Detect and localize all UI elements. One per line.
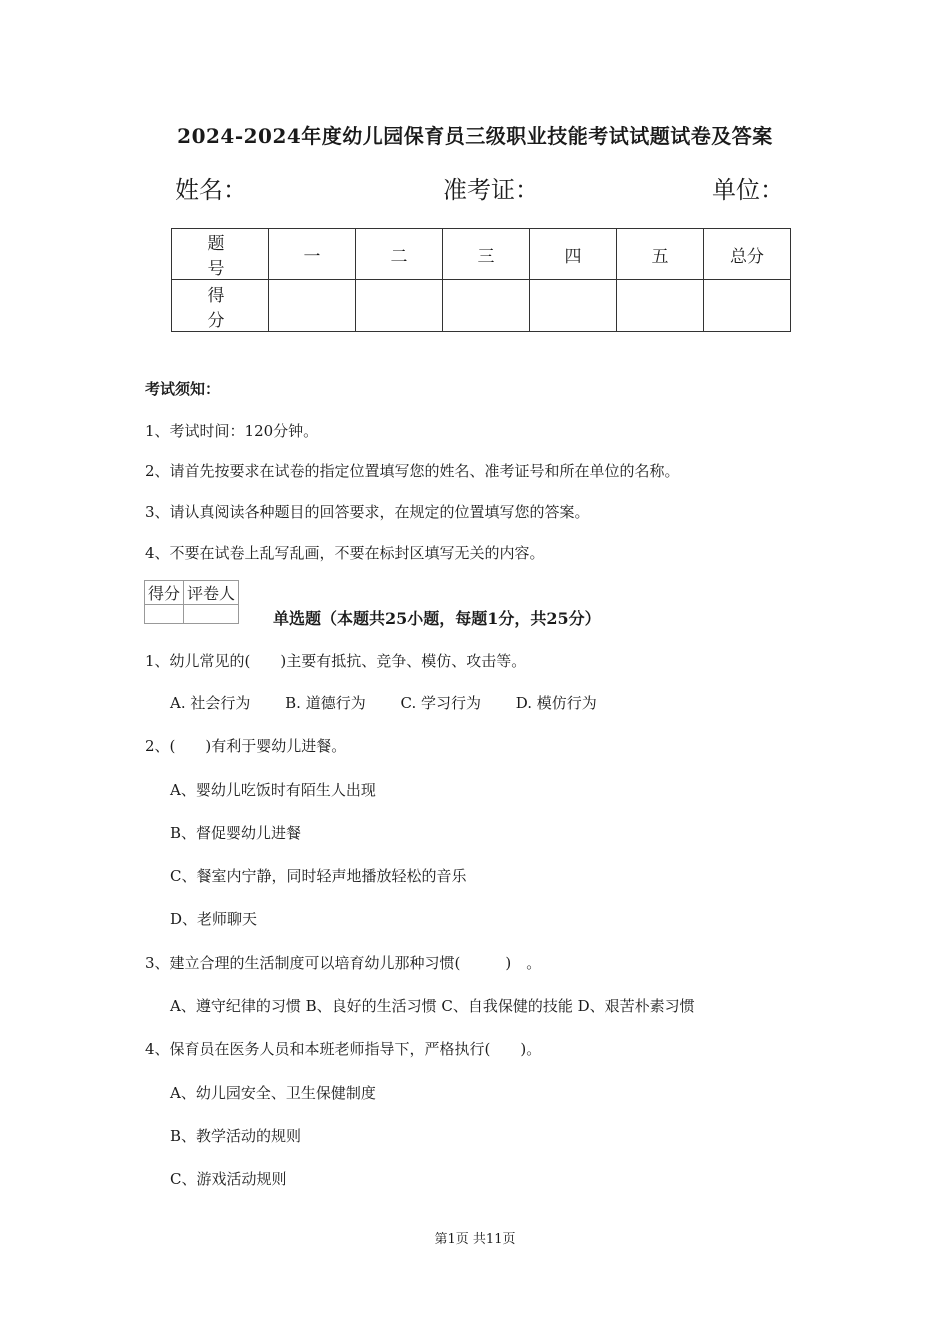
notice-title: 考试须知： — [145, 380, 221, 398]
score-input-cell[interactable] — [269, 280, 356, 332]
name-field-label: 姓名： — [175, 176, 247, 204]
section-title: 单选题（本题共25小题，每题1分，共25分） — [273, 609, 601, 628]
option[interactable]: C、餐室内宁静，同时轻声地播放轻松的音乐 — [170, 867, 467, 885]
question-text: 1、幼儿常见的( )主要有抵抗、竞争、模仿、攻击等。 — [145, 652, 527, 670]
option[interactable]: C、游戏活动规则 — [170, 1170, 287, 1188]
question-text: 4、保育员在医务人员和本班老师指导下，严格执行( )。 — [145, 1040, 542, 1058]
notice-item: 4、不要在试卷上乱写乱画，不要在标封区填写无关的内容。 — [145, 544, 545, 562]
grader-box-grader-cell[interactable] — [184, 605, 239, 624]
score-input-cell[interactable] — [356, 280, 443, 332]
grader-box-score-cell[interactable] — [145, 605, 184, 624]
option[interactable]: A. 社会行为 — [170, 694, 251, 712]
notice-item: 1、考试时间：120分钟。 — [145, 422, 319, 440]
option[interactable]: C. 学习行为 — [400, 694, 481, 712]
unit-field-label: 单位： — [712, 176, 784, 204]
question-options — [170, 692, 627, 713]
option[interactable]: D、老师聊天 — [170, 910, 258, 928]
score-table-cell: 二 — [356, 229, 443, 280]
option[interactable]: A、幼儿园安全、卫生保健制度 — [170, 1084, 376, 1102]
page-footer: 第1页 共11页 — [434, 1232, 516, 1247]
score-input-cell[interactable] — [704, 280, 791, 332]
score-table-cell: 五 — [617, 229, 704, 280]
score-table-score-row — [172, 280, 791, 332]
exam-id-field-label: 准考证： — [443, 176, 539, 204]
score-table-cell: 三 — [443, 229, 530, 280]
grader-box — [144, 580, 239, 624]
score-table-cell: 四 — [530, 229, 617, 280]
score-table-header-row — [172, 229, 791, 280]
grader-box-grader-label: 评卷人 — [184, 581, 239, 605]
option[interactable]: B. 道德行为 — [285, 694, 366, 712]
score-table-cell: 总分 — [704, 229, 791, 280]
score-table — [171, 228, 791, 332]
score-input-cell[interactable] — [530, 280, 617, 332]
notice-item: 3、请认真阅读各种题目的回答要求，在规定的位置填写您的答案。 — [145, 503, 590, 521]
score-table-cell: 一 — [269, 229, 356, 280]
option[interactable]: D. 模仿行为 — [515, 694, 597, 712]
score-input-cell[interactable] — [617, 280, 704, 332]
score-input-cell[interactable] — [443, 280, 530, 332]
option[interactable]: B、教学活动的规则 — [170, 1127, 302, 1145]
page-title: 2024-2024年度幼儿园保育员三级职业技能考试试题试卷及答案 — [177, 124, 773, 148]
grader-box-score-label: 得分 — [145, 581, 184, 605]
score-table-cell: 题 号 — [172, 229, 269, 280]
question-text: 3、建立合理的生活制度可以培育幼儿那种习惯( ) 。 — [145, 954, 542, 972]
score-table-cell: 得 分 — [172, 280, 269, 332]
option[interactable]: A、婴幼儿吃饭时有陌生人出现 — [170, 781, 376, 799]
notice-item: 2、请首先按要求在试卷的指定位置填写您的姓名、准考证号和所在单位的名称。 — [145, 462, 680, 480]
question-options[interactable]: A、遵守纪律的习惯 B、良好的生活习惯 C、自我保健的技能 D、艰苦朴素习惯 — [170, 997, 695, 1015]
question-text: 2、( )有利于婴幼儿进餐。 — [145, 737, 347, 755]
option[interactable]: B、督促婴幼儿进餐 — [170, 824, 302, 842]
